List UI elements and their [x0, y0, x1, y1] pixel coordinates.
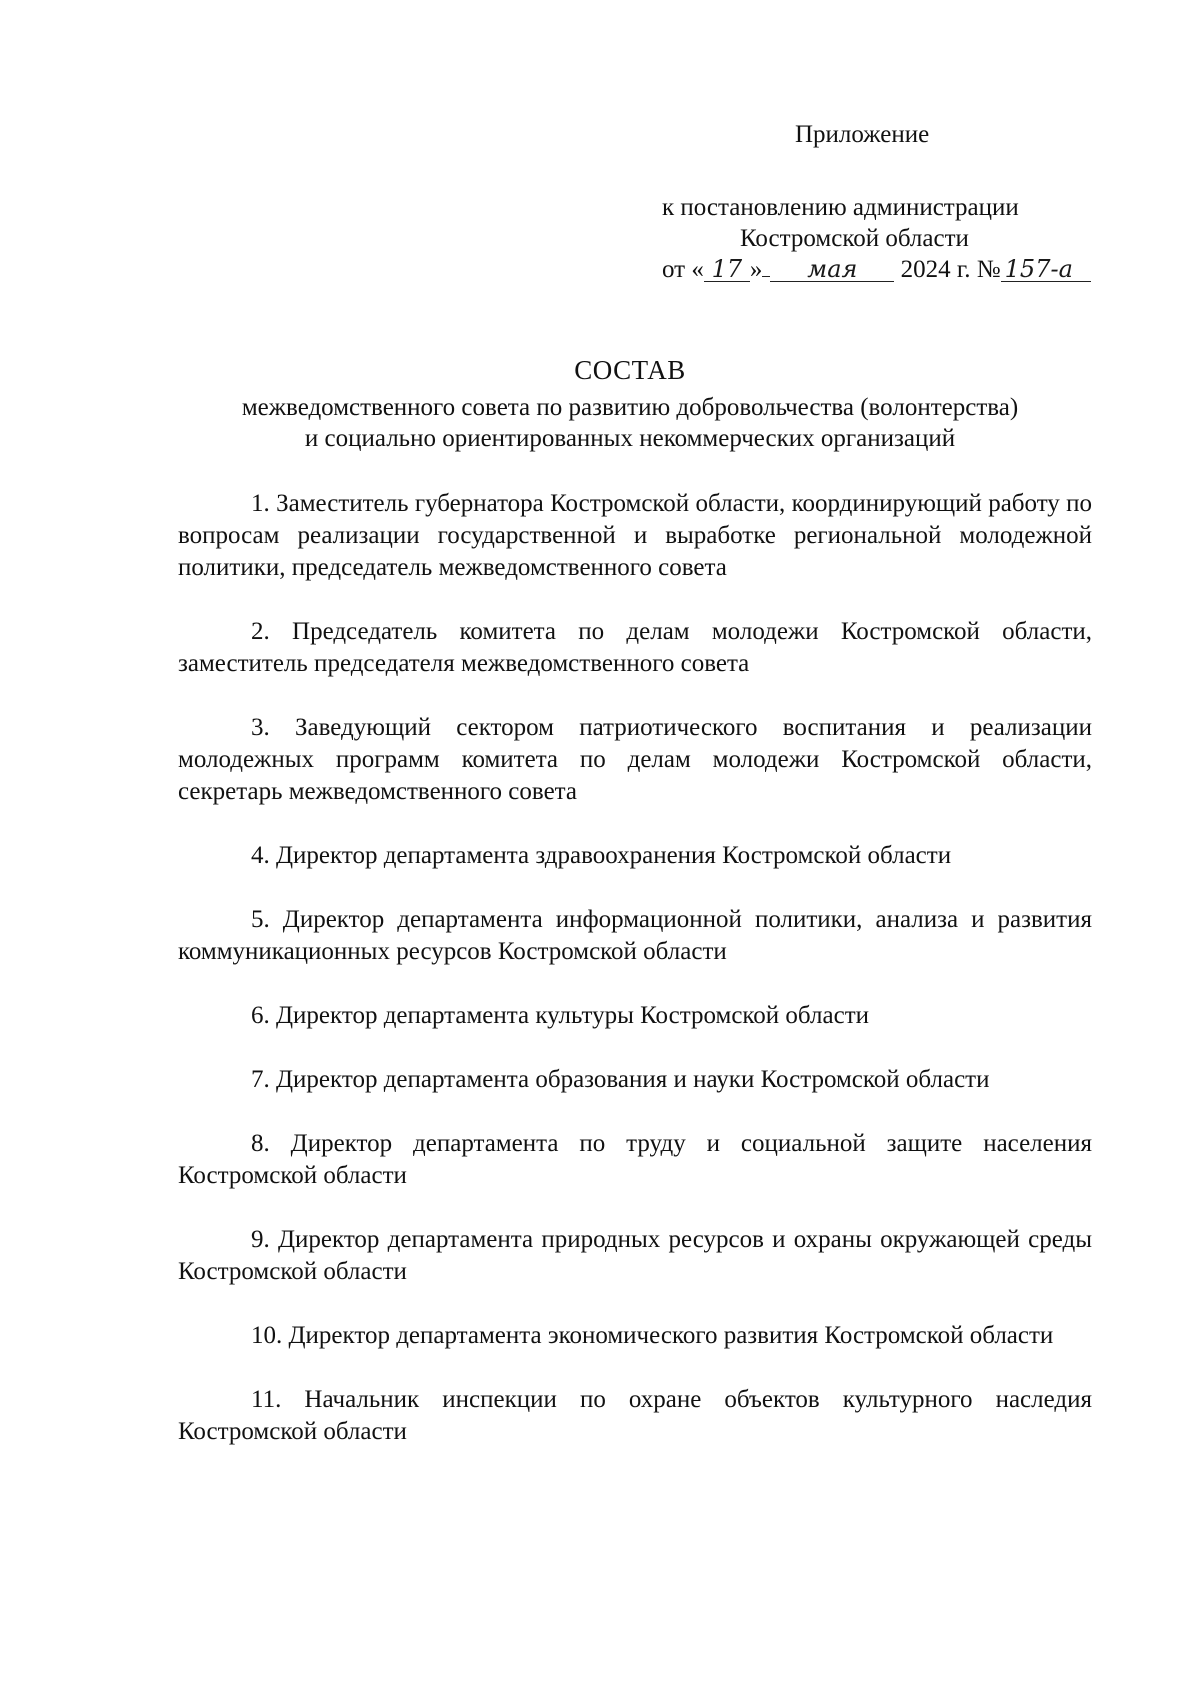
appendix-title: Приложение — [795, 121, 930, 148]
date-mid: » — [749, 256, 763, 283]
member-item: 7. Директор департамента образования и науки Костромской области — [251, 1066, 990, 1093]
appendix-date-line — [662, 254, 1122, 285]
member-item: 1. Заместитель губернатора Костромской области, координирующий работу по вопросам реализации государственной и выработке региональной молодежной политики, председатель межведомственного совета — [178, 490, 1092, 581]
date-prefix: от « — [662, 256, 704, 283]
member-item: 10. Директор департамента экономического развития Костромской области — [251, 1322, 1054, 1349]
member-item: 6. Директор департамента культуры Костромской области — [251, 1002, 870, 1029]
subtitle-line-1: межведомственного совета по развитию добровольчества (волонтерства) — [241, 394, 1019, 421]
member-item: 8. Директор департамента по труду и социальной защите населения Костромской области — [178, 1130, 1092, 1189]
document-title: СОСТАВ — [574, 355, 686, 385]
document-subtitle — [130, 392, 1130, 454]
member-item: 2. Председатель комитета по делам молодежи Костромской области, заместитель председателя межведомственного совета — [178, 618, 1092, 677]
handwritten-month: мая — [770, 257, 894, 282]
members-list — [178, 488, 1092, 1448]
member-item: 11. Начальник инспекции по охране объектов культурного наследия Костромской области — [178, 1386, 1092, 1445]
appendix-line-region: Костромской области — [740, 225, 969, 252]
member-item: 4. Директор департамента здравоохранения Костромской области — [251, 842, 952, 869]
handwritten-day: 17 — [704, 257, 750, 282]
appendix-reference — [662, 192, 1122, 285]
handwritten-number: 157-а — [1001, 257, 1091, 282]
member-item: 9. Директор департамента природных ресурсов и охраны окружающей среды Костромской области — [178, 1226, 1092, 1285]
appendix-line-resolution: к постановлению администрации — [662, 194, 1019, 221]
member-item: 3. Заведующий сектором патриотического воспитания и реализации молодежных программ комитета по делам молодежи Костромской области, секретарь межведомственного совета — [178, 714, 1092, 805]
member-item: 5. Директор департамента информационной политики, анализа и развития коммуникационных ресурсов Костромской области — [178, 906, 1092, 965]
year-text: 2024 г. № — [900, 256, 1001, 283]
subtitle-line-2: и социально ориентированных некоммерческих организаций — [304, 425, 956, 452]
